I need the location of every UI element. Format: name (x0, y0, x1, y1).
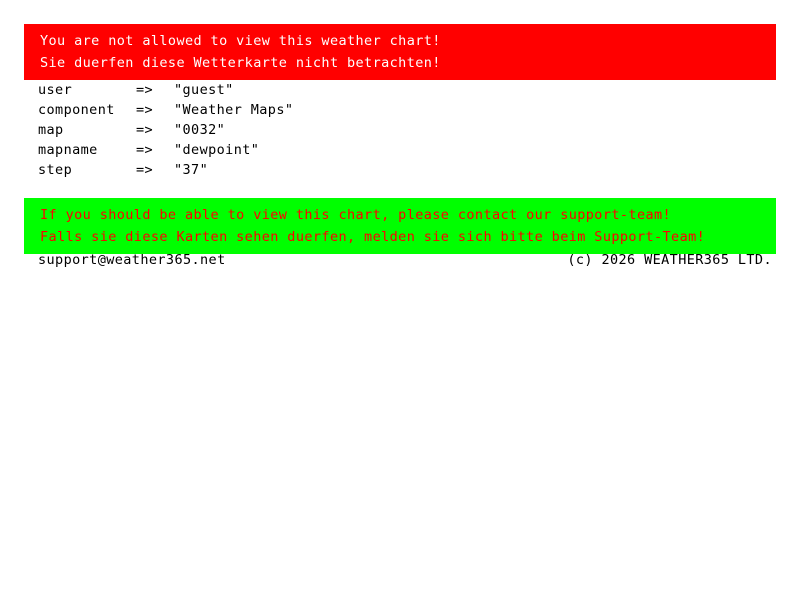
parameter-arrow-mapname: => (136, 142, 154, 158)
parameter-key-component: component (38, 102, 115, 118)
parameter-arrow-user: => (136, 82, 154, 98)
parameter-list (38, 80, 293, 180)
parameter-row-step (38, 160, 293, 180)
parameter-key-user: user (38, 82, 73, 98)
error-banner-line-en: You are not allowed to view this weather chart! (40, 33, 441, 49)
error-banner (24, 24, 776, 80)
support-email[interactable]: support@weather365.net (38, 252, 226, 268)
parameter-row-component (38, 100, 293, 120)
parameter-row-user (38, 80, 293, 100)
parameter-value-step: "37" (174, 162, 209, 178)
parameter-row-map (38, 120, 293, 140)
parameter-value-user: "guest" (174, 82, 234, 98)
parameter-value-map: "0032" (174, 122, 226, 138)
parameter-key-map: map (38, 122, 64, 138)
parameter-arrow-map: => (136, 122, 154, 138)
copyright-notice: (c) 2026 WEATHER365 LTD. (567, 252, 772, 268)
parameter-arrow-step: => (136, 162, 154, 178)
parameter-key-step: step (38, 162, 73, 178)
error-banner-line-de: Sie duerfen diese Wetterkarte nicht betrachten! (40, 55, 441, 71)
footer (38, 250, 772, 270)
support-banner-line-de: Falls sie diese Karten sehen duerfen, melden sie sich bitte beim Support-Team! (40, 229, 706, 245)
parameter-value-component: "Weather Maps" (174, 102, 294, 118)
support-banner-line-en: If you should be able to view this chart, please contact our support-team! (40, 207, 672, 223)
parameter-arrow-component: => (136, 102, 154, 118)
parameter-key-mapname: mapname (38, 142, 98, 158)
parameter-value-mapname: "dewpoint" (174, 142, 260, 158)
support-banner (24, 198, 776, 254)
parameter-row-mapname (38, 140, 293, 160)
